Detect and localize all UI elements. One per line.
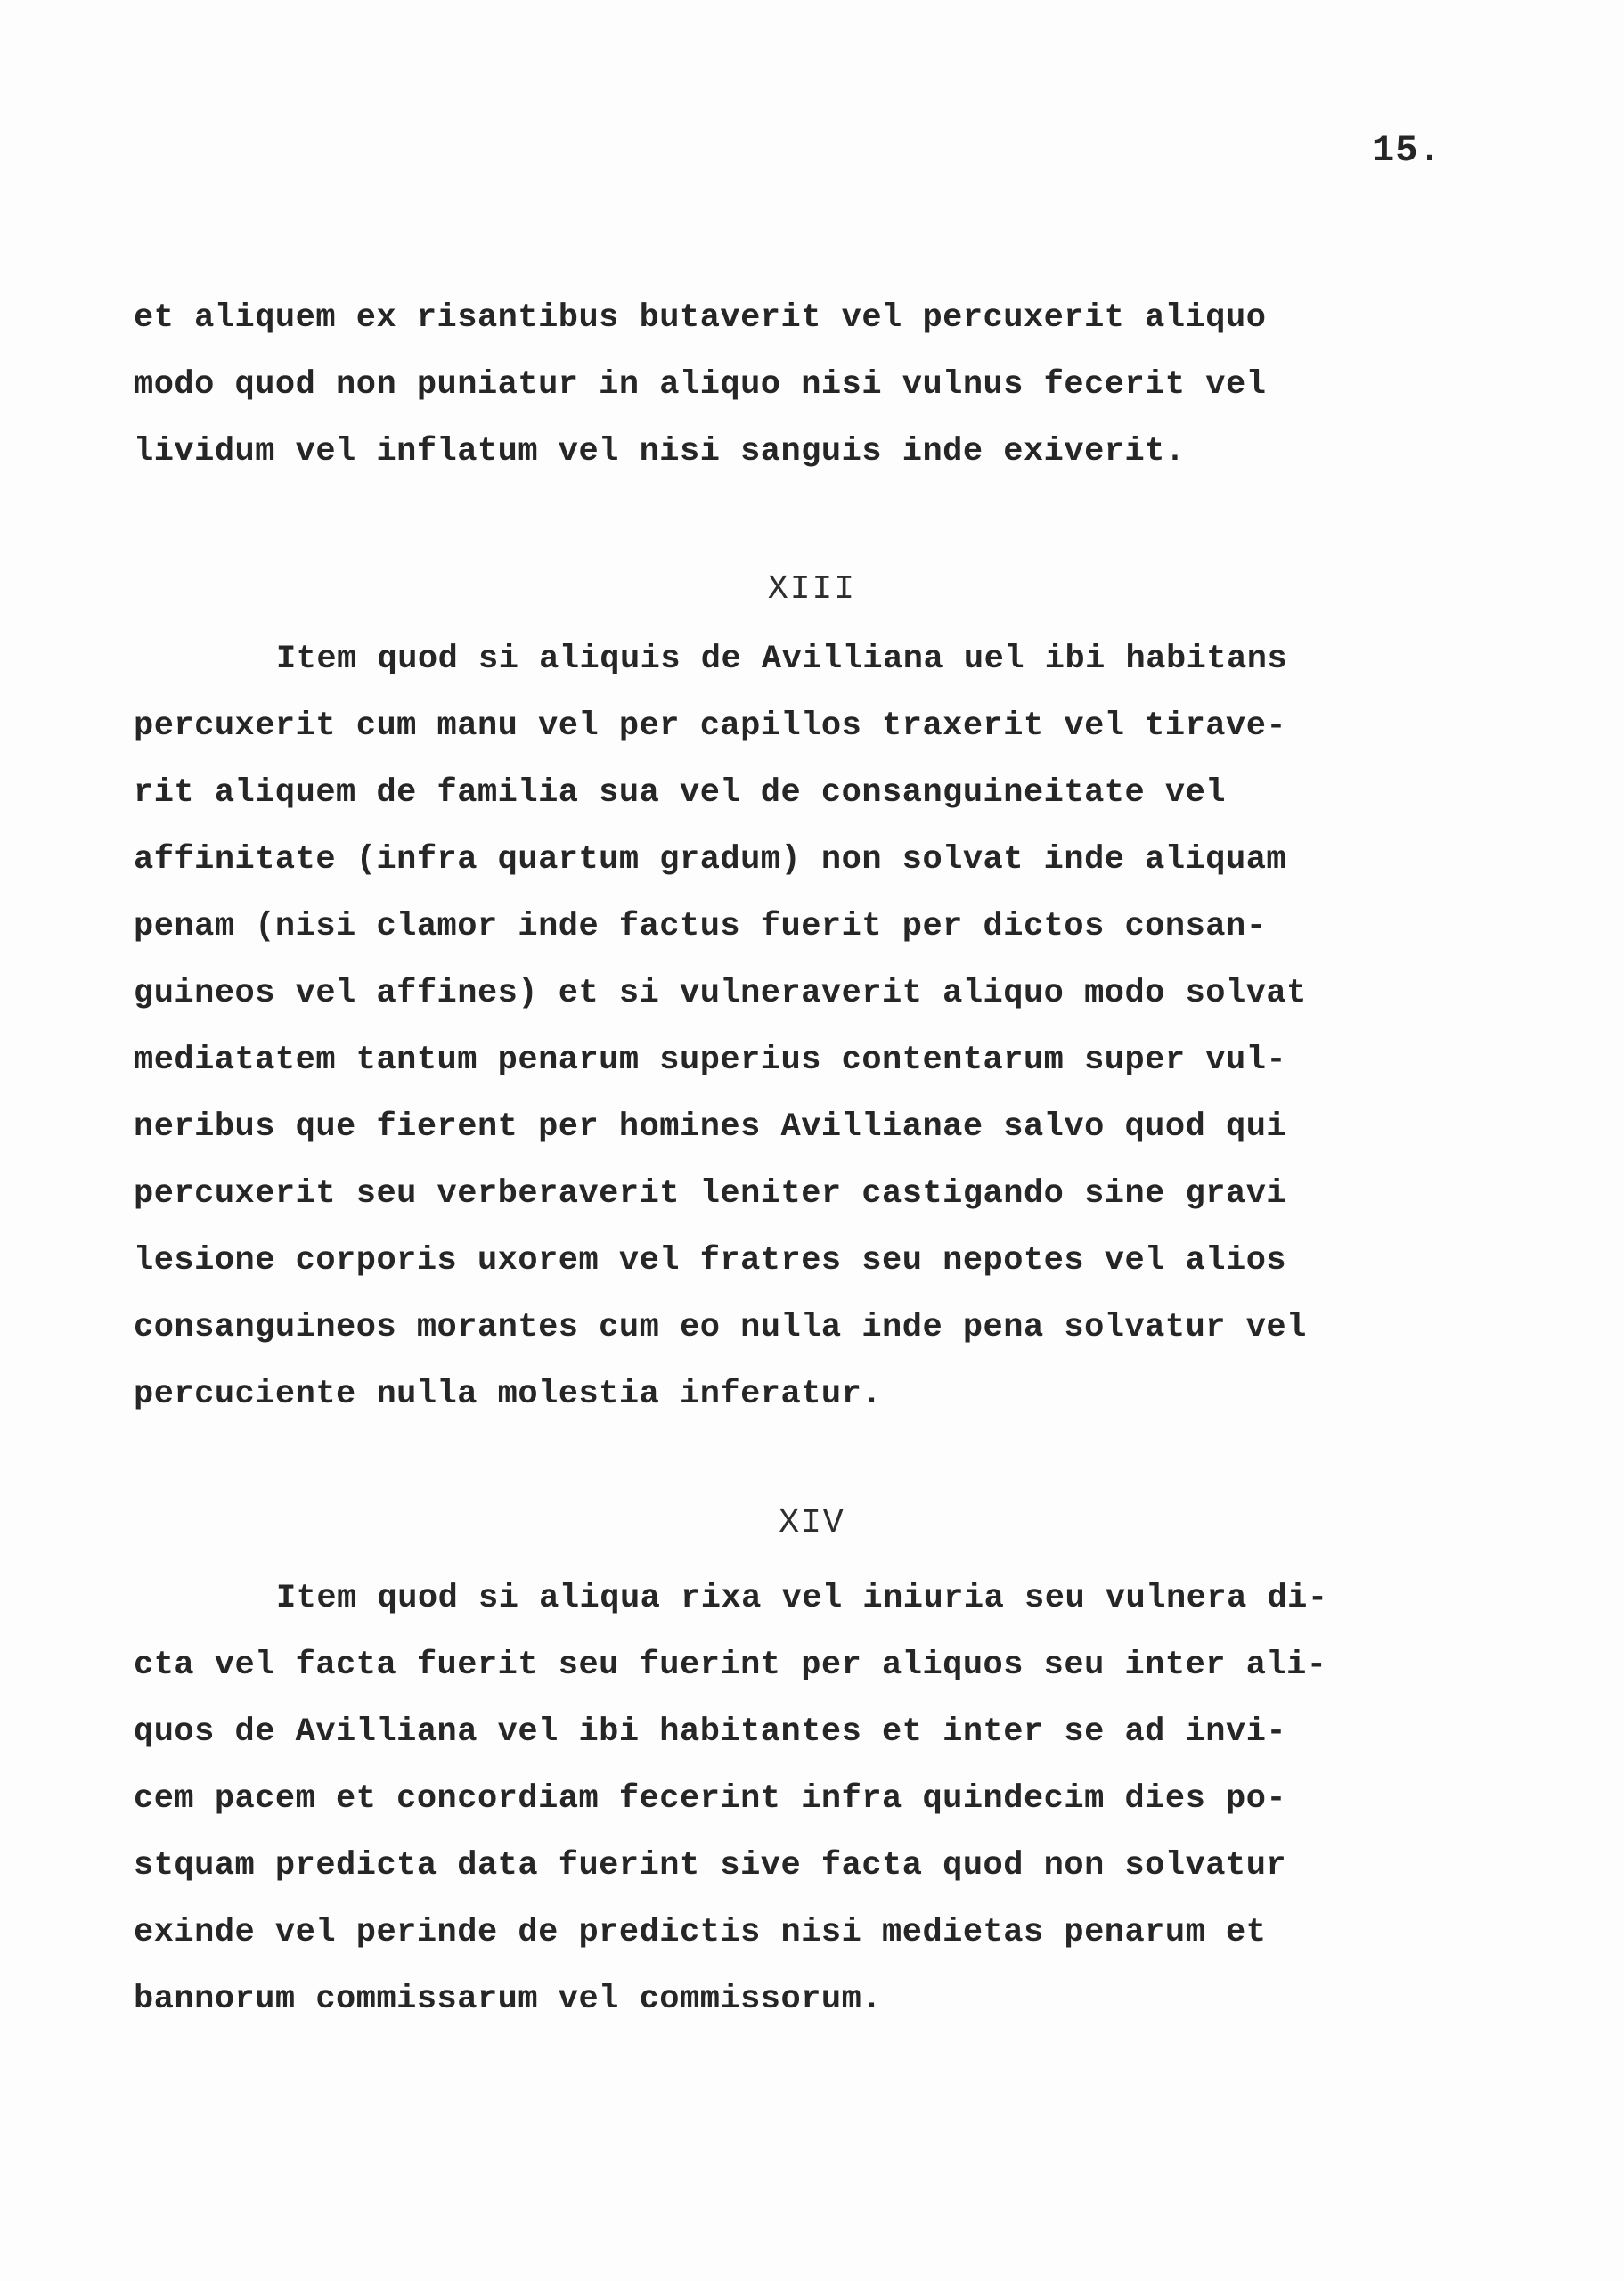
section-heading-xiii: XIII [767, 570, 857, 609]
text-line: affinitate (infra quartum gradum) non solvat inde aliquam [134, 841, 1287, 879]
text-line: et aliquem ex risantibus butaverit vel percuxerit aliquo [134, 299, 1267, 337]
text-line: lividum vel inflatum vel nisi sanguis inde exiverit. [134, 433, 1186, 470]
text-line: cta vel facta fuerit seu fuerint per aliquos seu inter ali- [134, 1647, 1327, 1684]
text-line: percuciente nulla molestia inferatur. [134, 1376, 883, 1413]
text-line: quos de Avilliana vel ibi habitantes et inter se ad invi- [134, 1713, 1287, 1751]
text-line: exinde vel perinde de predictis nisi medietas penarum et [134, 1914, 1267, 1951]
paragraph-continuation [134, 285, 1266, 486]
text-line: Item quod si aliquis de Avilliana uel ibi habitans [276, 641, 1288, 678]
text-line: cem pacem et concordiam fecerint infra quindecim dies po- [134, 1780, 1287, 1818]
text-line: percuxerit seu verberaverit leniter castigando sine gravi [134, 1175, 1287, 1213]
text-line: consanguineos morantes cum eo nulla inde pena solvatur vel [134, 1309, 1307, 1346]
text-line: stquam predicta data fuerint sive facta quod non solvatur [134, 1847, 1287, 1884]
text-line: modo quod non puniatur in aliquo nisi vulnus fecerit vel [134, 366, 1267, 404]
page-number: 15. [1372, 129, 1442, 172]
section-xiv-body [134, 1566, 1328, 2033]
text-line: bannorum commissarum vel commissorum. [134, 1981, 883, 2018]
text-line: penam (nisi clamor inde factus fuerit per dictos consan- [134, 908, 1267, 945]
text-line: mediatatem tantum penarum superius contentarum super vul- [134, 1042, 1287, 1079]
text-line: neribus que fierent per homines Avillianae salvo quod qui [134, 1108, 1287, 1146]
text-line: rit aliquem de familia sua vel de consanguineitate vel [134, 774, 1226, 812]
text-line: Item quod si aliqua rixa vel iniuria seu vulnera di- [276, 1580, 1328, 1617]
text-line: percuxerit cum manu vel per capillos traxerit vel tirave- [134, 707, 1287, 745]
text-line: lesione corporis uxorem vel fratres seu nepotes vel alios [134, 1242, 1287, 1279]
section-heading-xiv: XIV [779, 1504, 845, 1542]
section-xiii-body [134, 626, 1307, 1428]
text-line: guineos vel affines) et si vulneraverit aliquo modo solvat [134, 975, 1307, 1012]
